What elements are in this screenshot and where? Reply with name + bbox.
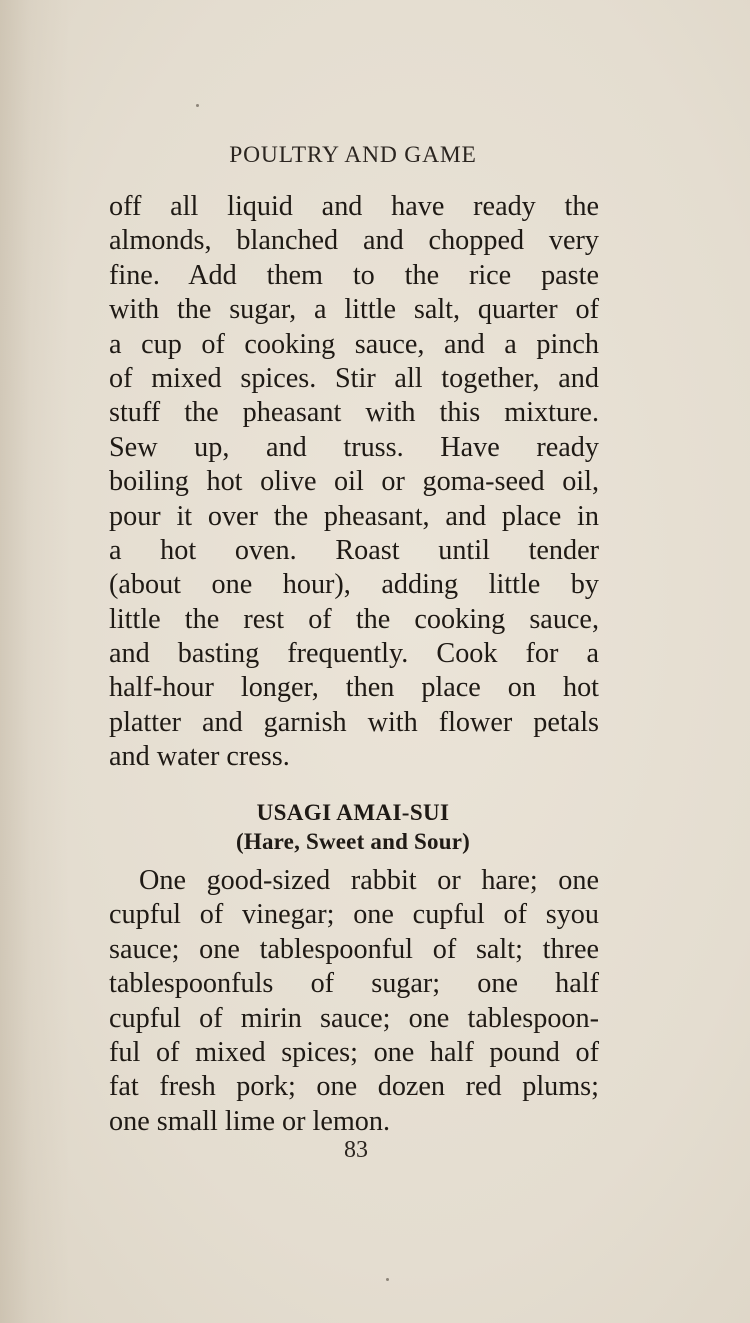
text-line: boiling hot olive oil or goma-seed oil,: [109, 466, 599, 498]
text-line: of mixed spices. Stir all together, and: [109, 362, 599, 394]
text-line: off all liquid and have ready the: [109, 191, 599, 222]
text-line: platter and garnish with flower petals: [109, 706, 599, 738]
text-line: tablespoonfuls of sugar; one half: [109, 968, 599, 1000]
text-line: cupful of vinegar; one cupful of syou: [109, 899, 599, 931]
text-line: and water cress.: [109, 741, 290, 773]
text-line: (about one hour), adding little by: [109, 569, 599, 601]
text-line: and basting frequently. Cook for a: [109, 638, 599, 670]
recipe-instructions-paragraph: [109, 190, 599, 775]
text-line: almonds, blanched and chopped very: [109, 225, 599, 257]
text-line: stuff the pheasant with this mixture.: [109, 397, 599, 429]
text-line: sauce; one tablespoonful of salt; three: [109, 933, 599, 965]
running-head: POULTRY AND GAME: [229, 142, 477, 168]
text-line: little the rest of the cooking sauce,: [109, 603, 599, 635]
text-line: pour it over the pheasant, and place in: [109, 500, 599, 532]
text-line: One good-sized rabbit or hare; one: [139, 865, 599, 896]
text-line: Sew up, and truss. Have ready: [109, 431, 599, 463]
text-line: a hot oven. Roast until tender: [109, 534, 599, 566]
text-line: with the sugar, a little salt, quarter of: [109, 294, 599, 326]
text-line: a cup of cooking sauce, and a pinch: [109, 328, 599, 360]
text-line: fat fresh pork; one dozen red plums;: [109, 1071, 599, 1103]
paper-speck: [386, 1278, 389, 1281]
paper-speck: [196, 104, 199, 107]
recipe-title: USAGI AMAI-SUI: [256, 800, 450, 825]
page-number: 83: [344, 1137, 368, 1163]
ingredients-paragraph: [109, 864, 599, 1139]
text-line: ful of mixed spices; one half pound of: [109, 1036, 599, 1068]
text-line: half-hour longer, then place on hot: [109, 672, 599, 704]
text-line: one small lime or lemon.: [109, 1105, 391, 1137]
text-line: cupful of mirin sauce; one tablespoon-: [109, 1002, 599, 1034]
text-line: fine. Add them to the rice paste: [109, 259, 599, 291]
recipe-subtitle: (Hare, Sweet and Sour): [236, 829, 470, 854]
